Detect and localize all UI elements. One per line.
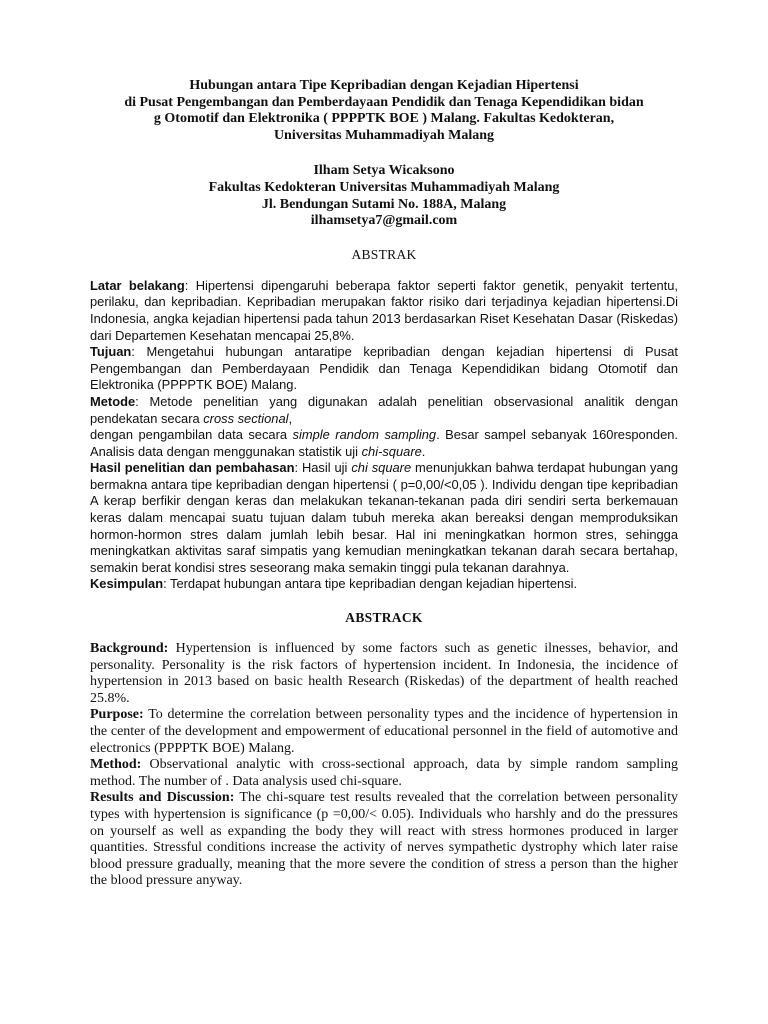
hasil-label: Hasil penelitian dan pembahasan — [90, 460, 295, 476]
metode-text: , — [288, 410, 293, 426]
kesimpulan-paragraph — [90, 576, 678, 593]
metode-text: : Metode penelitian yang digunakan adalah penelitian observasional analitik dengan pendekatan secara — [90, 393, 678, 426]
purpose-paragraph — [90, 707, 678, 757]
hasil-text: : Hasil uji — [294, 460, 352, 476]
paper-title — [90, 78, 678, 144]
metode-text: . Besar sampel sebanyak 160responden. Analisis data dengan menggunakan statistik uji — [90, 427, 678, 459]
author-affiliation: Fakultas Kedokteran Universitas Muhammadiyah Malang — [208, 179, 560, 195]
latar-belakang-label: Latar belakang — [90, 277, 185, 293]
latar-belakang-text: : Hipertensi dipengaruhi beberapa faktor seperti faktor genetik, penyakit tertentu, perilaku, dan kepribadian. Kepribadian merupakan faktor risiko dari terjadinya kejadian hipertensi.Di Indonesia, angka kejadian hipertensi pada tahun 2013 berdasarkan Riset Kesehatan Dasar (Riskedas) dari Departemen Kesehatan mencapai 25,8%. — [90, 277, 679, 343]
results-text: The chi-square test results revealed that the correlation between personality types with hypertension is significance (p =0,00/< 0.05). Individuals who harshly and do the pressures on yourself as well as expanding the body they will react with stress hormones produced in larger quantities. Stressful conditions increase the activity of nerves sympathetic dystrophy which later raise blood pressure gradually, meaning that the more severe the condition of stress a person than the higher the blood pressure anyway. — [90, 790, 678, 889]
metode-label: Metode — [90, 393, 136, 409]
method-label: Method: — [90, 757, 142, 773]
results-label: Results and Discussion: — [90, 790, 235, 806]
title-line: Universitas Muhammadiyah Malang — [273, 127, 495, 143]
abstract-section — [90, 641, 678, 890]
title-line: g Otomotif dan Elektronika ( PPPPTK BOE ) Malang. Fakultas Kedokteran, — [153, 111, 615, 127]
kesimpulan-label: Kesimpulan — [90, 576, 164, 592]
author-name: Ilham Setya Wicaksono — [313, 163, 455, 179]
abstract-heading: ABSTRACK — [345, 610, 423, 626]
background-text: Hypertension is influenced by some factors such as genetic ilnesses, behavior, and personality. Personality is the risk factors of hypertension incident. In Indonesia, the incidence of hypertension in 2013 based on basic health Research (Riskedas) of the department of health reached 25.8%. — [90, 641, 678, 706]
abstrak-heading: ABSTRAK — [351, 246, 417, 262]
author-block — [90, 163, 678, 229]
metode-paragraph — [90, 394, 678, 460]
metode-italic-term: simple random sampling — [292, 427, 437, 443]
results-paragraph — [90, 790, 678, 890]
latar-belakang-paragraph — [90, 278, 678, 344]
background-paragraph — [90, 641, 678, 707]
abstrak-section — [90, 278, 678, 593]
tujuan-text: : Mengetahui hubungan antaratipe kepribadian dengan kejadian hipertensi di Pusat Pengembangan dan Pemberdayaan Pendidik dan Tenaga Kependidikan bidang Otomotif dan Elektronika (PPPPTK BOE) Malang. — [90, 344, 678, 393]
background-label: Background: — [90, 641, 169, 657]
purpose-label: Purpose: — [90, 707, 144, 723]
method-text: Observational analytic with cross-sectional approach, data by simple random sampling method. The number of . Data analysis used chi-square. — [90, 757, 678, 789]
method-paragraph — [90, 757, 678, 790]
tujuan-label: Tujuan — [90, 344, 132, 360]
purpose-text: To determine the correlation between personality types and the incidence of hypertension in the center of the development and empowerment of educational personnel in the field of automotive and electronics (PPPPTK BOE) Malang. — [90, 707, 678, 756]
hasil-paragraph — [90, 460, 678, 576]
metode-italic-term: cross sectional — [203, 410, 289, 426]
author-address: Jl. Bendungan Sutami No. 188A, Malang — [261, 196, 507, 212]
kesimpulan-text: : Terdapat hubungan antara tipe kepribadian dengan kejadian hipertensi. — [163, 576, 578, 592]
title-line: di Pusat Pengembangan dan Pemberdayaan Pendidik dan Tenaga Kependidikan bidan — [124, 94, 644, 110]
hasil-text: menunjukkan bahwa terdapat hubungan yang bermakna antara tipe kepribadian dengan hipertensi ( p=0,00/<0,05 ). Individu dengan tipe kepribadian A kerap berfikir dengan keras dan melakukan tekanan-tekanan pada diri sendiri serta berkemauan keras dalam mencapai suatu tujuan dalam tubuh mereka akan bereaksi dengan memproduksikan hormon-hormon stres dalam jumlah lebih besar. Hal ini meningkatkan hormon stres, sehingga meningkatkan aktivitas saraf simpatis yang kemudian meningkatkan tekanan darah secara bertahap, semakin berat kondisi stres seseorang maka semakin tinggi pula tekanan darahnya. — [90, 460, 678, 575]
author-email: ilhamsetya7@gmail.com — [310, 213, 458, 229]
title-line: Hubungan antara Tipe Kepribadian dengan Kejadian Hipertensi — [189, 78, 579, 93]
tujuan-paragraph — [90, 344, 678, 394]
metode-text: dengan pengambilan data secara — [90, 427, 293, 443]
metode-italic-term: chi-square — [361, 443, 422, 459]
document-page — [90, 78, 678, 890]
metode-text: . — [421, 443, 426, 459]
hasil-italic-term: chi square — [351, 460, 412, 476]
